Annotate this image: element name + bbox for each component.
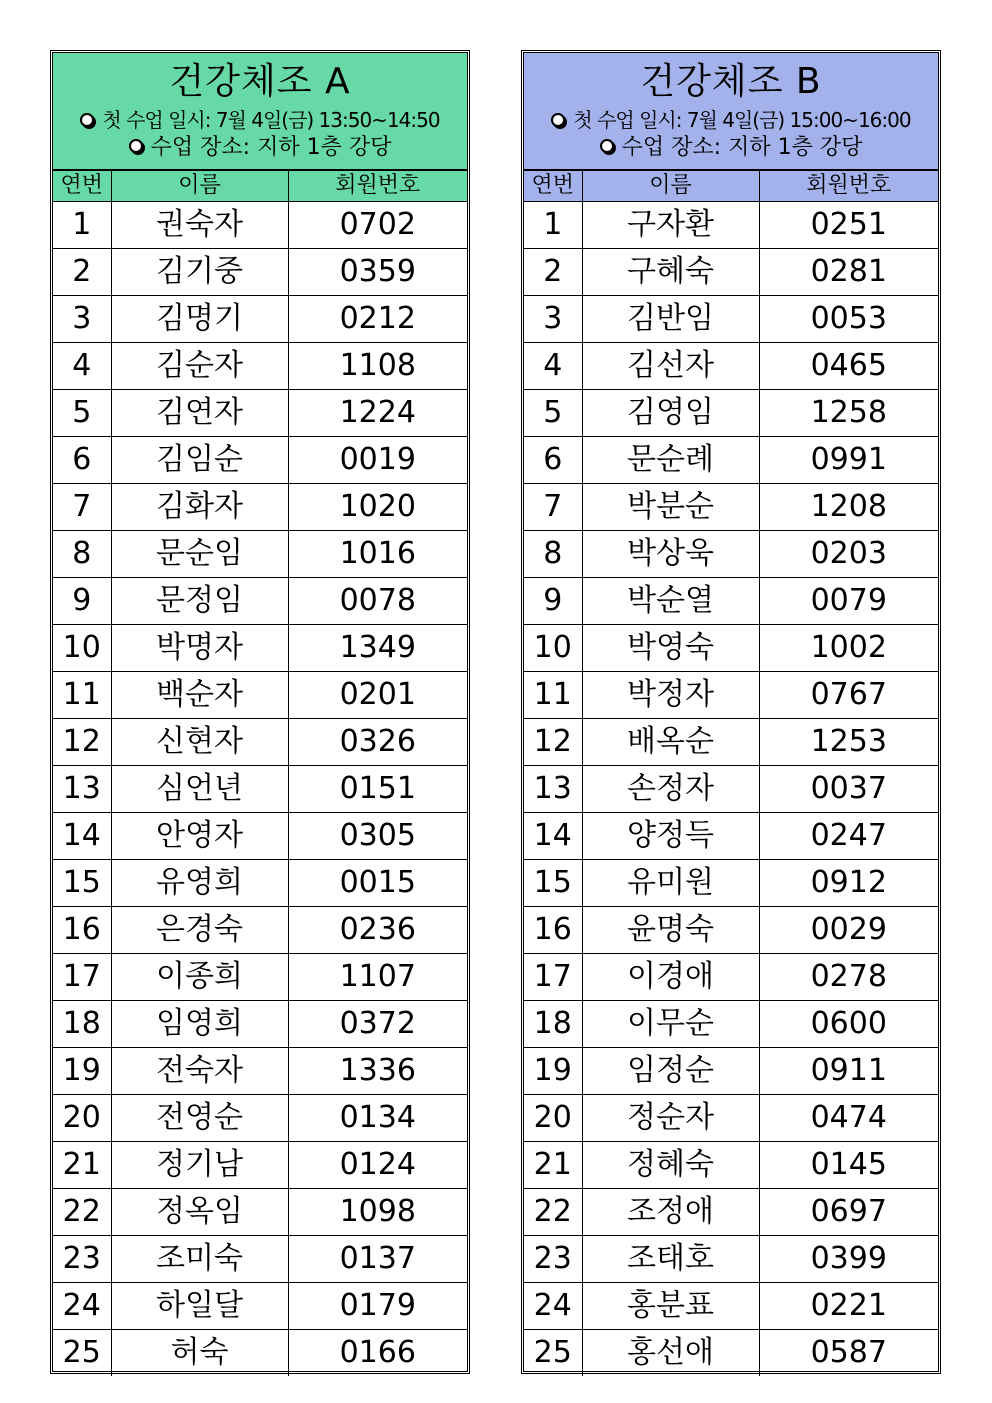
- table-row: [524, 954, 938, 1001]
- member-name: 김영임: [582, 390, 759, 437]
- column-header-no: 연번: [53, 171, 111, 202]
- row-number: 21: [524, 1142, 582, 1189]
- member-name: 홍분표: [582, 1283, 759, 1330]
- row-number: 8: [524, 531, 582, 578]
- member-id: 0203: [759, 531, 938, 578]
- column-header-no: 연번: [524, 171, 582, 202]
- group-b-table-body: [524, 202, 938, 1377]
- column-header-member-id: 회원번호: [288, 171, 467, 202]
- member-id: 1016: [288, 531, 467, 578]
- member-id: 0278: [759, 954, 938, 1001]
- row-number: 22: [524, 1189, 582, 1236]
- member-id: 0305: [288, 813, 467, 860]
- member-id: 1336: [288, 1048, 467, 1095]
- member-name: 구자환: [582, 202, 759, 249]
- group-a-roster: [50, 50, 470, 1374]
- table-row: [53, 907, 467, 954]
- row-number: 24: [53, 1283, 111, 1330]
- row-number: 7: [524, 484, 582, 531]
- member-name: 배옥순: [582, 719, 759, 766]
- group-b-title: 건강체조 B: [640, 61, 822, 102]
- row-number: 14: [524, 813, 582, 860]
- member-name: 하일달: [111, 1283, 288, 1330]
- member-name: 백순자: [111, 672, 288, 719]
- member-name: 김순자: [111, 343, 288, 390]
- column-header-name: 이름: [111, 171, 288, 202]
- table-row: [524, 1283, 938, 1330]
- member-id: 1020: [288, 484, 467, 531]
- row-number: 10: [53, 625, 111, 672]
- member-name: 이경애: [582, 954, 759, 1001]
- member-id: 0236: [288, 907, 467, 954]
- bullet-icon: [129, 139, 143, 153]
- table-row: [524, 1236, 938, 1283]
- member-id: 0037: [759, 766, 938, 813]
- row-number: 22: [53, 1189, 111, 1236]
- member-id: 0399: [759, 1236, 938, 1283]
- member-name: 구혜숙: [582, 249, 759, 296]
- row-number: 17: [524, 954, 582, 1001]
- table-row: [524, 1095, 938, 1142]
- row-number: 19: [53, 1048, 111, 1095]
- table-row: [524, 1142, 938, 1189]
- member-name: 신현자: [111, 719, 288, 766]
- member-id: 0474: [759, 1095, 938, 1142]
- member-id: 0166: [288, 1330, 467, 1377]
- member-name: 김명기: [111, 296, 288, 343]
- row-number: 1: [524, 202, 582, 249]
- group-a-table-body: [53, 202, 467, 1377]
- table-row: [53, 860, 467, 907]
- member-name: 심언년: [111, 766, 288, 813]
- member-id: 0911: [759, 1048, 938, 1095]
- table-row: [53, 672, 467, 719]
- member-id: 0053: [759, 296, 938, 343]
- row-number: 18: [53, 1001, 111, 1048]
- row-number: 13: [53, 766, 111, 813]
- table-row: [524, 766, 938, 813]
- row-number: 1: [53, 202, 111, 249]
- member-name: 전숙자: [111, 1048, 288, 1095]
- member-id: 0281: [759, 249, 938, 296]
- row-number: 2: [53, 249, 111, 296]
- member-id: 0137: [288, 1236, 467, 1283]
- member-id: 0767: [759, 672, 938, 719]
- member-name: 은경숙: [111, 907, 288, 954]
- row-number: 12: [524, 719, 582, 766]
- member-name: 안영자: [111, 813, 288, 860]
- member-id: 0326: [288, 719, 467, 766]
- table-row: [53, 954, 467, 1001]
- table-row: [524, 813, 938, 860]
- member-id: 1258: [759, 390, 938, 437]
- group-a-header: [53, 53, 467, 170]
- row-number: 8: [53, 531, 111, 578]
- member-id: 0247: [759, 813, 938, 860]
- member-name: 임정순: [582, 1048, 759, 1095]
- group-b-schedule-text: 첫 수업 일시: 7월 4일(금) 15:00~16:00: [573, 108, 911, 132]
- row-number: 4: [524, 343, 582, 390]
- member-name: 윤명숙: [582, 907, 759, 954]
- bullet-icon: [80, 113, 94, 127]
- group-b-roster: [521, 50, 941, 1374]
- member-name: 홍선애: [582, 1330, 759, 1377]
- member-id: 0134: [288, 1095, 467, 1142]
- member-id: 0179: [288, 1283, 467, 1330]
- group-b-schedule: [524, 105, 938, 135]
- group-b-table: [524, 170, 938, 1376]
- table-row: [53, 625, 467, 672]
- member-id: 0372: [288, 1001, 467, 1048]
- row-number: 25: [524, 1330, 582, 1377]
- member-id: 0029: [759, 907, 938, 954]
- row-number: 19: [524, 1048, 582, 1095]
- member-name: 문순임: [111, 531, 288, 578]
- table-row: [524, 1330, 938, 1377]
- member-id: 0019: [288, 437, 467, 484]
- table-row: [53, 343, 467, 390]
- member-id: 1107: [288, 954, 467, 1001]
- table-row: [53, 813, 467, 860]
- member-name: 김선자: [582, 343, 759, 390]
- group-b-header: [524, 53, 938, 170]
- member-id: 0697: [759, 1189, 938, 1236]
- member-id: 0212: [288, 296, 467, 343]
- member-name: 박정자: [582, 672, 759, 719]
- row-number: 20: [524, 1095, 582, 1142]
- member-id: 1108: [288, 343, 467, 390]
- table-row: [53, 1189, 467, 1236]
- member-id: 1002: [759, 625, 938, 672]
- member-name: 박상욱: [582, 531, 759, 578]
- member-name: 유영희: [111, 860, 288, 907]
- group-a-column-header-row: [53, 171, 467, 202]
- table-row: [524, 531, 938, 578]
- table-row: [53, 1236, 467, 1283]
- row-number: 15: [53, 860, 111, 907]
- row-number: 20: [53, 1095, 111, 1142]
- group-a-title: 건강체조 A: [169, 61, 351, 102]
- group-a-schedule: [53, 105, 467, 135]
- member-name: 김화자: [111, 484, 288, 531]
- row-number: 3: [53, 296, 111, 343]
- table-row: [524, 249, 938, 296]
- member-name: 양정득: [582, 813, 759, 860]
- member-id: 0600: [759, 1001, 938, 1048]
- table-row: [524, 578, 938, 625]
- row-number: 6: [524, 437, 582, 484]
- member-name: 박순열: [582, 578, 759, 625]
- row-number: 21: [53, 1142, 111, 1189]
- row-number: 6: [53, 437, 111, 484]
- member-name: 정기남: [111, 1142, 288, 1189]
- member-id: 1224: [288, 390, 467, 437]
- table-row: [53, 1001, 467, 1048]
- table-row: [524, 390, 938, 437]
- row-number: 9: [524, 578, 582, 625]
- group-a-location-text: 수업 장소: 지하 1층 강당: [150, 135, 392, 160]
- member-name: 조정애: [582, 1189, 759, 1236]
- group-b-location-text: 수업 장소: 지하 1층 강당: [621, 135, 863, 160]
- row-number: 2: [524, 249, 582, 296]
- table-row: [53, 531, 467, 578]
- group-a-table: [53, 170, 467, 1376]
- member-name: 권숙자: [111, 202, 288, 249]
- row-number: 12: [53, 719, 111, 766]
- member-id: 0359: [288, 249, 467, 296]
- table-row: [53, 390, 467, 437]
- table-row: [53, 249, 467, 296]
- member-name: 임영희: [111, 1001, 288, 1048]
- member-id: 1208: [759, 484, 938, 531]
- table-row: [53, 1142, 467, 1189]
- row-number: 11: [53, 672, 111, 719]
- member-id: 0221: [759, 1283, 938, 1330]
- table-row: [524, 202, 938, 249]
- member-name: 유미원: [582, 860, 759, 907]
- row-number: 3: [524, 296, 582, 343]
- member-id: 0201: [288, 672, 467, 719]
- member-name: 정옥임: [111, 1189, 288, 1236]
- table-row: [53, 766, 467, 813]
- table-row: [524, 1001, 938, 1048]
- member-id: 0465: [759, 343, 938, 390]
- table-row: [53, 719, 467, 766]
- member-id: 1349: [288, 625, 467, 672]
- row-number: 17: [53, 954, 111, 1001]
- member-id: 0912: [759, 860, 938, 907]
- row-number: 23: [524, 1236, 582, 1283]
- member-id: 0587: [759, 1330, 938, 1377]
- row-number: 16: [524, 907, 582, 954]
- member-id: 0079: [759, 578, 938, 625]
- table-row: [524, 719, 938, 766]
- table-row: [524, 437, 938, 484]
- table-row: [524, 296, 938, 343]
- table-row: [524, 484, 938, 531]
- row-number: 16: [53, 907, 111, 954]
- row-number: 5: [524, 390, 582, 437]
- member-name: 문정임: [111, 578, 288, 625]
- column-header-member-id: 회원번호: [759, 171, 938, 202]
- table-row: [53, 437, 467, 484]
- row-number: 15: [524, 860, 582, 907]
- row-number: 10: [524, 625, 582, 672]
- table-row: [53, 202, 467, 249]
- member-name: 김연자: [111, 390, 288, 437]
- row-number: 13: [524, 766, 582, 813]
- table-row: [53, 1048, 467, 1095]
- member-name: 전영순: [111, 1095, 288, 1142]
- row-number: 11: [524, 672, 582, 719]
- member-id: 1098: [288, 1189, 467, 1236]
- member-name: 정혜숙: [582, 1142, 759, 1189]
- member-name: 김임순: [111, 437, 288, 484]
- column-header-name: 이름: [582, 171, 759, 202]
- row-number: 18: [524, 1001, 582, 1048]
- member-id: 0124: [288, 1142, 467, 1189]
- member-id: 1253: [759, 719, 938, 766]
- member-id: 0702: [288, 202, 467, 249]
- member-name: 이무순: [582, 1001, 759, 1048]
- group-b-column-header-row: [524, 171, 938, 202]
- member-name: 정순자: [582, 1095, 759, 1142]
- group-a-location: [53, 135, 467, 161]
- table-row: [524, 625, 938, 672]
- row-number: 23: [53, 1236, 111, 1283]
- bullet-icon: [551, 113, 565, 127]
- member-name: 문순례: [582, 437, 759, 484]
- member-name: 김기중: [111, 249, 288, 296]
- table-row: [524, 1189, 938, 1236]
- member-name: 박영숙: [582, 625, 759, 672]
- member-name: 박분순: [582, 484, 759, 531]
- table-row: [524, 907, 938, 954]
- table-row: [524, 672, 938, 719]
- member-name: 박명자: [111, 625, 288, 672]
- member-name: 조미숙: [111, 1236, 288, 1283]
- table-row: [53, 1330, 467, 1377]
- member-id: 0078: [288, 578, 467, 625]
- row-number: 7: [53, 484, 111, 531]
- group-b-location: [524, 135, 938, 161]
- member-id: 0991: [759, 437, 938, 484]
- member-id: 0251: [759, 202, 938, 249]
- member-name: 김반임: [582, 296, 759, 343]
- table-row: [53, 296, 467, 343]
- table-row: [53, 578, 467, 625]
- member-name: 허숙: [111, 1330, 288, 1377]
- member-id: 0151: [288, 766, 467, 813]
- member-id: 0015: [288, 860, 467, 907]
- bullet-icon: [600, 139, 614, 153]
- table-row: [524, 343, 938, 390]
- table-row: [53, 1283, 467, 1330]
- table-row: [53, 484, 467, 531]
- member-name: 이종희: [111, 954, 288, 1001]
- table-row: [524, 860, 938, 907]
- row-number: 5: [53, 390, 111, 437]
- row-number: 14: [53, 813, 111, 860]
- row-number: 4: [53, 343, 111, 390]
- row-number: 25: [53, 1330, 111, 1377]
- row-number: 9: [53, 578, 111, 625]
- member-name: 손정자: [582, 766, 759, 813]
- group-a-schedule-text: 첫 수업 일시: 7월 4일(금) 13:50~14:50: [102, 108, 440, 132]
- member-name: 조태호: [582, 1236, 759, 1283]
- table-row: [53, 1095, 467, 1142]
- member-id: 0145: [759, 1142, 938, 1189]
- table-row: [524, 1048, 938, 1095]
- row-number: 24: [524, 1283, 582, 1330]
